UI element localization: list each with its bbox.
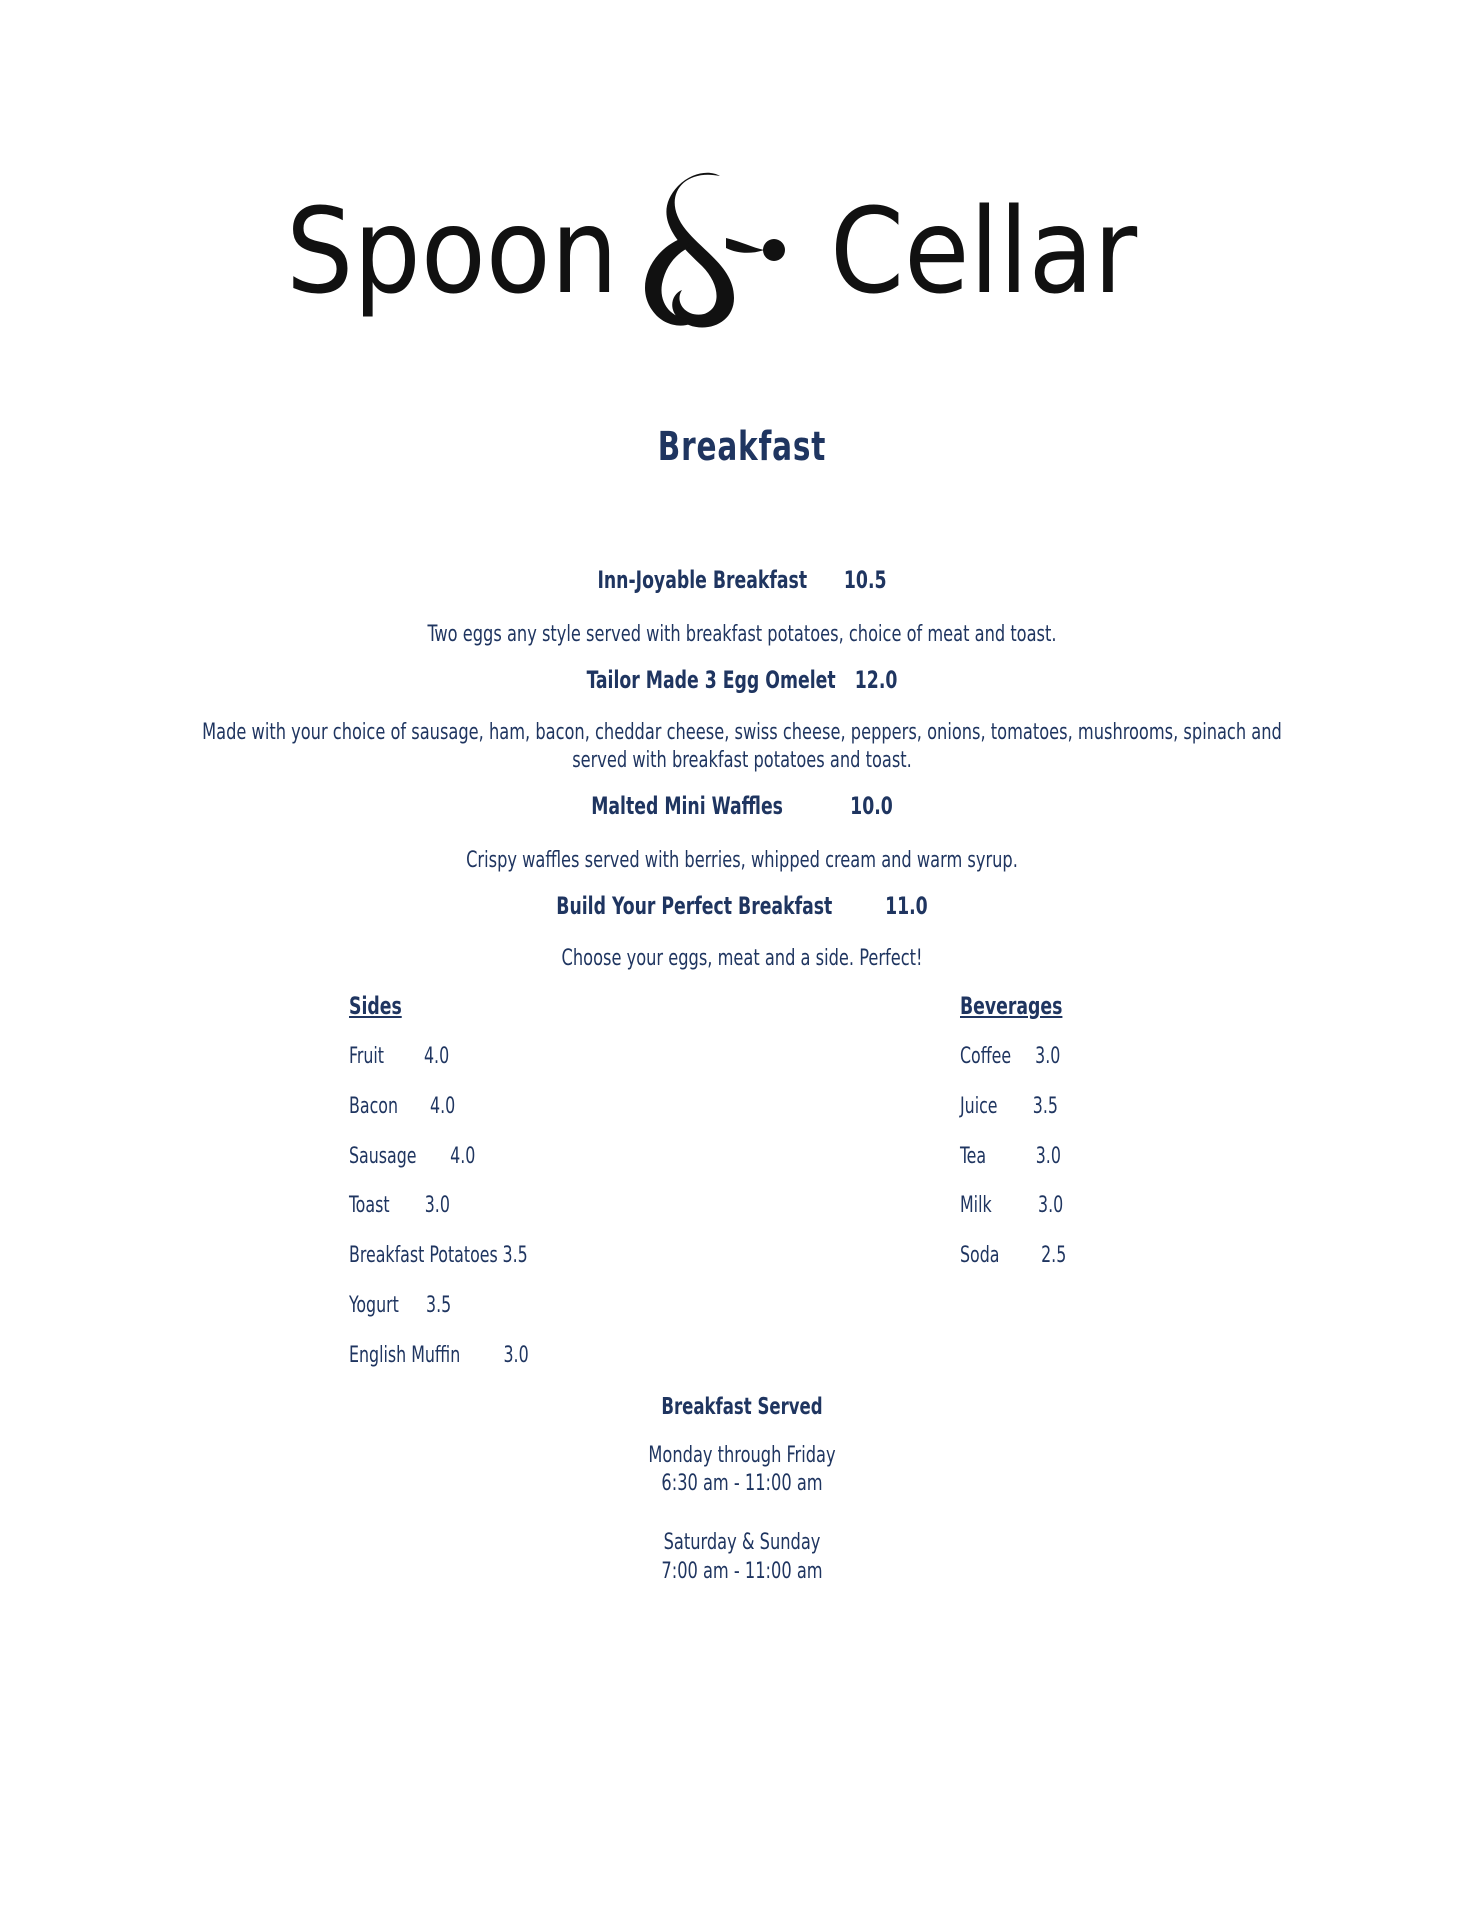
- menu-item-name: Malted Mini Waffles: [591, 792, 783, 820]
- weekend-days: Saturday & Sunday: [663, 1530, 821, 1555]
- weekday-days: Monday through Friday: [648, 1443, 836, 1468]
- menu-item-description: Made with your choice of sausage, ham, bacon, cheddar cheese, swiss cheese, peppers, onions, tomatoes, mushrooms, spinach and: [202, 720, 1282, 745]
- beverage-row: Milk 3.0: [960, 1193, 1064, 1218]
- beverage-row: Coffee 3.0: [960, 1044, 1061, 1069]
- menu-item-price: 10.0: [850, 792, 893, 820]
- logo-word-left: Spoon: [286, 182, 618, 320]
- ampersand-mark: [645, 173, 785, 328]
- side-row: Sausage 4.0: [349, 1144, 476, 1169]
- menu-title: Breakfast: [657, 424, 827, 470]
- weekend-time: 7:00 am - 11:00 am: [661, 1559, 823, 1584]
- brand-logo: [0, 168, 1484, 338]
- menu-item-description: Choose your eggs, meat and a side. Perfect!: [561, 946, 923, 971]
- menu-item-description: served with breakfast potatoes and toast.: [572, 748, 912, 773]
- menu-item-name: Build Your Perfect Breakfast: [556, 892, 833, 920]
- beverage-row: Juice 3.5: [960, 1094, 1058, 1119]
- menu-item-description: Crispy waffles served with berries, whipped cream and warm syrup.: [466, 848, 1018, 873]
- menu-item-heading: [148, 566, 1335, 594]
- side-row: Bacon 4.0: [349, 1094, 456, 1119]
- menu-item-description: Two eggs any style served with breakfast potatoes, choice of meat and toast.: [427, 622, 1057, 647]
- menu-item-price: 12.0: [854, 666, 898, 694]
- beverage-row: Soda 2.5: [960, 1243, 1067, 1268]
- beverage-row: Tea 3.0: [960, 1144, 1061, 1169]
- side-row: Fruit 4.0: [349, 1044, 450, 1069]
- menu-item-name: Tailor Made 3 Egg Omelet: [586, 666, 836, 694]
- logo-word-right: Cellar: [830, 182, 1138, 320]
- spoon-and-cellar-logo: [286, 168, 1138, 338]
- beverages-heading: Beverages: [960, 992, 1063, 1020]
- side-row: Breakfast Potatoes 3.5: [349, 1243, 528, 1268]
- weekday-time: 6:30 am - 11:00 am: [661, 1471, 823, 1496]
- side-row: Toast 3.0: [349, 1193, 450, 1218]
- menu-item-name: Inn-Joyable Breakfast: [597, 566, 808, 594]
- hours-title: Breakfast Served: [661, 1394, 823, 1420]
- menu-item-heading: [148, 792, 1335, 820]
- side-row: English Muffin 3.0: [349, 1343, 529, 1368]
- menu-item-price: 10.5: [843, 566, 887, 594]
- menu-item-heading: [148, 892, 1335, 920]
- sides-heading: Sides: [349, 992, 402, 1020]
- menu-item-price: 11.0: [885, 892, 928, 920]
- side-row: Yogurt 3.5: [349, 1293, 452, 1318]
- menu-item-heading: [148, 666, 1335, 694]
